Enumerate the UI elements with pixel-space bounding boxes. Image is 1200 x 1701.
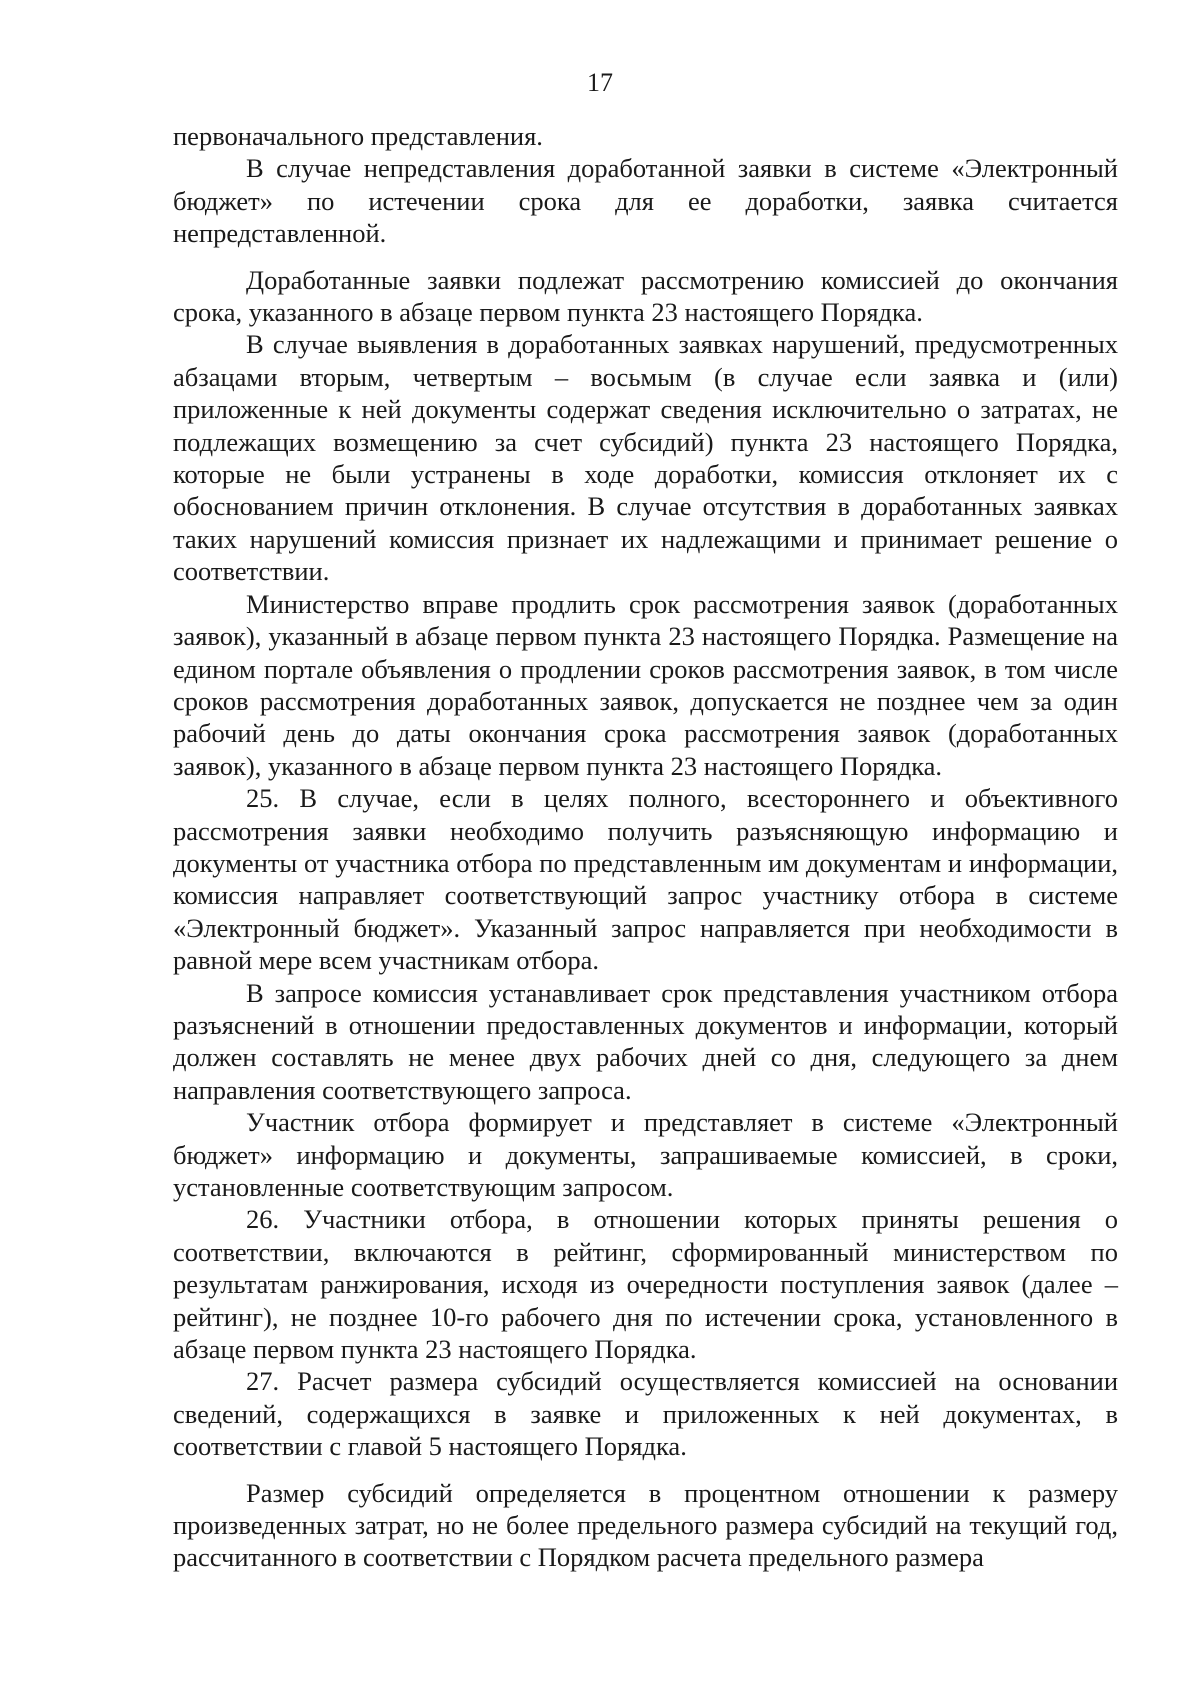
paragraph-item-26: 26. Участники отбора, в отношении которых приняты решения о соответствии, включаются в рейтинг, сформированный министерством по результатам ранжирования, исходя из очередности поступления заявок (далее – рейтинг), не позднее 10-го рабочего дня по истечении срока, установленного в абзаце первом пункта 23 настоящего Порядка.	[173, 1204, 1118, 1365]
page-number: 17	[587, 68, 613, 97]
paragraph: В запросе комиссия устанавливает срок представления участником отбора разъяснений в отношении предоставленных документов и информации, который должен составлять не менее двух рабочих дней со дня, следующего за днем направления соответствующего запроса.	[173, 977, 1118, 1105]
paragraph: Доработанные заявки подлежат рассмотрению комиссией до окончания срока, указанного в абзаце первом пункта 23 настоящего Порядка.	[173, 264, 1118, 328]
paragraph: В случае непредставления доработанной заявки в системе «Электронный бюджет» по истечении срока для ее доработки, заявка считается непредставленной.	[173, 153, 1118, 249]
paragraph: Размер субсидий определяется в процентном отношении к размеру произведенных затрат, но не более предельного размера субсидий на текущий год, рассчитанного в соответствии с Порядком расчета предельного размера	[173, 1477, 1118, 1573]
paragraph: Министерство вправе продлить срок рассмотрения заявок (доработанных заявок), указанный в абзаце первом пункта 23 настоящего Порядка. Размещение на едином портале объявления о продлении сроков рассмотрения заявок, в том числе сроков рассмотрения доработанных заявок, допускается не позднее чем за один рабочий день до даты окончания срока рассмотрения заявок (доработанных заявок), указанного в абзаце первом пункта 23 настоящего Порядка.	[173, 588, 1118, 781]
paragraph-item-25: 25. В случае, если в целях полного, всестороннего и объективного рассмотрения заявки необходимо получить разъясняющую информацию и документы от участника отбора по представленным им документам и информации, комиссия направляет соответствующий запрос участнику отбора в системе «Электронный бюджет». Указанный запрос направляется при необходимости в равной мере всем участникам отбора.	[173, 783, 1118, 976]
paragraph-continuation: первоначального представления.	[173, 121, 543, 151]
paragraph: Участник отбора формирует и представляет в системе «Электронный бюджет» информацию и документы, запрашиваемые комиссией, в сроки, установленные соответствующим запросом.	[173, 1107, 1118, 1202]
document-body	[173, 120, 1118, 1574]
paragraph-item-27: 27. Расчет размера субсидий осуществляется комиссией на основании сведений, содержащихся в заявке и приложенных к ней документах, в соответствии с главой 5 настоящего Порядка.	[173, 1366, 1118, 1462]
paragraph: В случае выявления в доработанных заявках нарушений, предусмотренных абзацами вторым, четвертым – восьмым (в случае если заявка и (или) приложенные к ней документы содержат сведения исключительно о затратах, не подлежащих возмещению за счет субсидий) пункта 23 настоящего Порядка, которые не были устранены в ходе доработки, комиссия отклоняет их с обоснованием причин отклонения. В случае отсутствия в доработанных заявках таких нарушений комиссия признает их надлежащими и принимает решение о соответствии.	[173, 329, 1118, 587]
